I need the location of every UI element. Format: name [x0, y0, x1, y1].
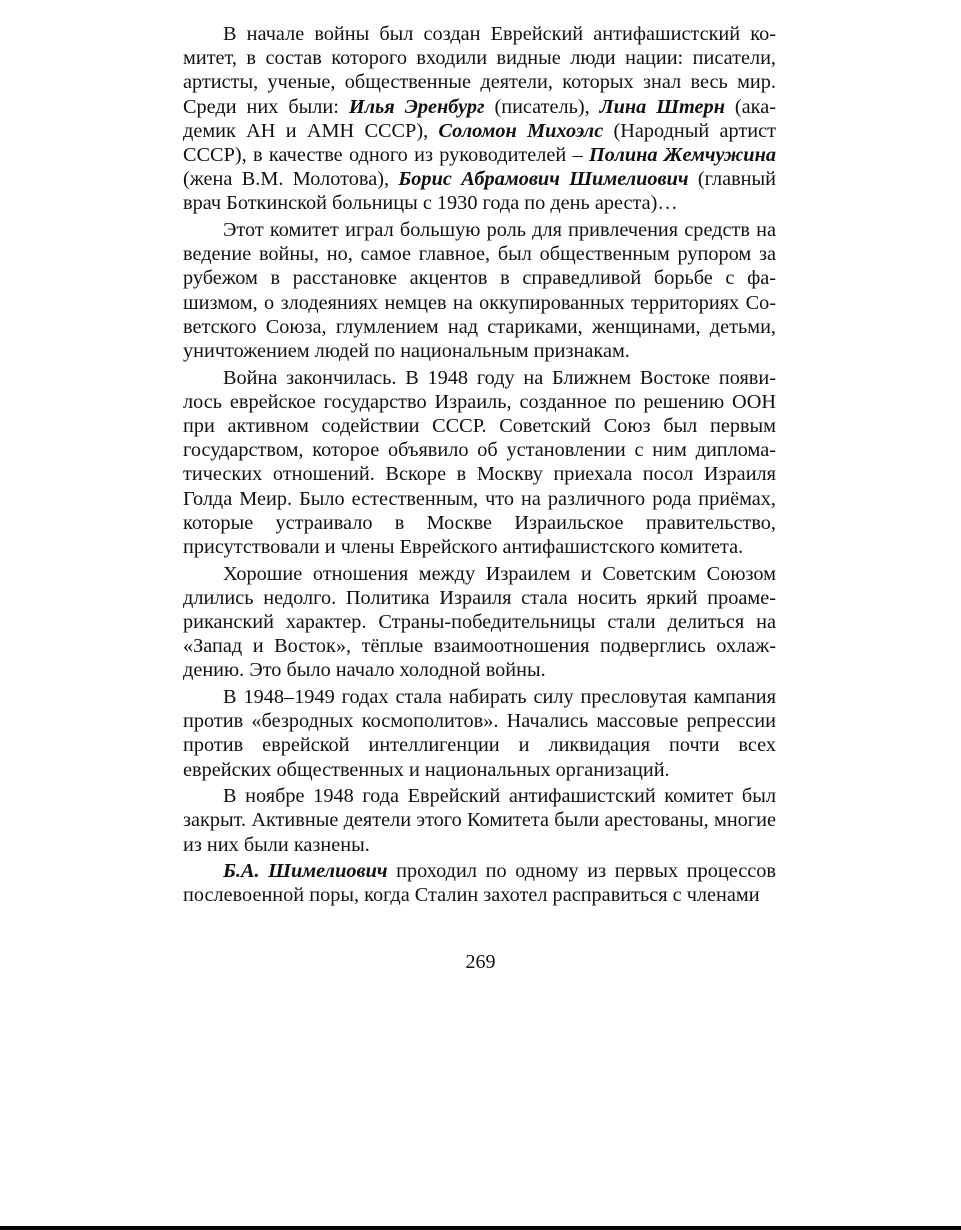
paragraph-7: Б.А. Шимелиович проходил по одному из первых процессов послевоенной поры, когда Сталин захотел расправиться с членами [183, 860, 776, 907]
bottom-edge-rule [0, 1226, 961, 1230]
paragraph-4: Хорошие отношения между Израилем и Советским Союзом длились недолго. Политика Израиля стала носить яркий проамериканский характер. Страны-победительницы стали делиться на «Запад и Восток», тёплые взаимоотношения подверглись охлаждению. Это было начало холодной войны. [183, 562, 776, 682]
paragraph-5: В 1948–1949 годах стала набирать силу пресловутая кампания против «безродных космополитов». Начались массовые репрессии против еврейской интеллигенции и ликвидация почти всех еврейских общественных и национальных организаций. [183, 686, 776, 781]
person-name: Полина Жемчужина [589, 144, 776, 167]
paragraph-2: Этот комитет играл большую роль для привлечения средств на ведение войны, но, самое главное, был общественным рупором за рубежом в расстановке акцентов в справедливой борьбе с фашизмом, о злодеяниях немцев на оккупированных территориях Советского Союза, глумлением над стариками, женщинами, детьми, уничтожением людей по национальным признакам. [183, 219, 776, 363]
page-number: 269 [465, 951, 496, 973]
paragraph-6: В ноябре 1948 года Еврейский антифашистский комитет был закрыт. Активные деятели этого Комитета были арестованы, многие из них были казнены. [183, 785, 776, 856]
person-name: Лина Штерн [599, 95, 725, 118]
paragraph-1: В начале войны был создан Еврейский антифашистский комитет, в состав которого входили видные люди нации: писатели, артисты, ученые, общественные деятели, которых знал весь мир. Среди них были: Илья Эренбург (писатель), Лина Штерн (академик АН и АМН СССР), Соломон Михоэлс (Народный артист СССР), в качестве одного из руководителей – Полина Жемчужина (жена В.М. Молотова), Борис Абрамович Шимелиович (главный врач Боткинской больницы с 1930 года по день ареста)… [183, 23, 776, 215]
page-body-text [183, 22, 776, 910]
person-name: Илья Эренбург [348, 95, 485, 118]
person-name: Б.А. Шимелиович [223, 860, 388, 883]
person-name: Соломон Михоэлс [438, 119, 604, 142]
person-name: Борис Абрамович Шимелиович [398, 168, 689, 191]
paragraph-3: Война закончилась. В 1948 году на Ближнем Востоке появилось еврейское государство Израиль, созданное по решению ООН при активном содействии СССР. Советский Союз был первым государством, которое объявило об установлении с ним дипломатических отношений. Вскоре в Москву приехала посол Израиля Голда Меир. Было естественным, что на различного рода приёмах, которые устраивало в Москве Израильское правительство, присутствовали и члены Еврейского антифашистского комитета. [183, 366, 776, 559]
